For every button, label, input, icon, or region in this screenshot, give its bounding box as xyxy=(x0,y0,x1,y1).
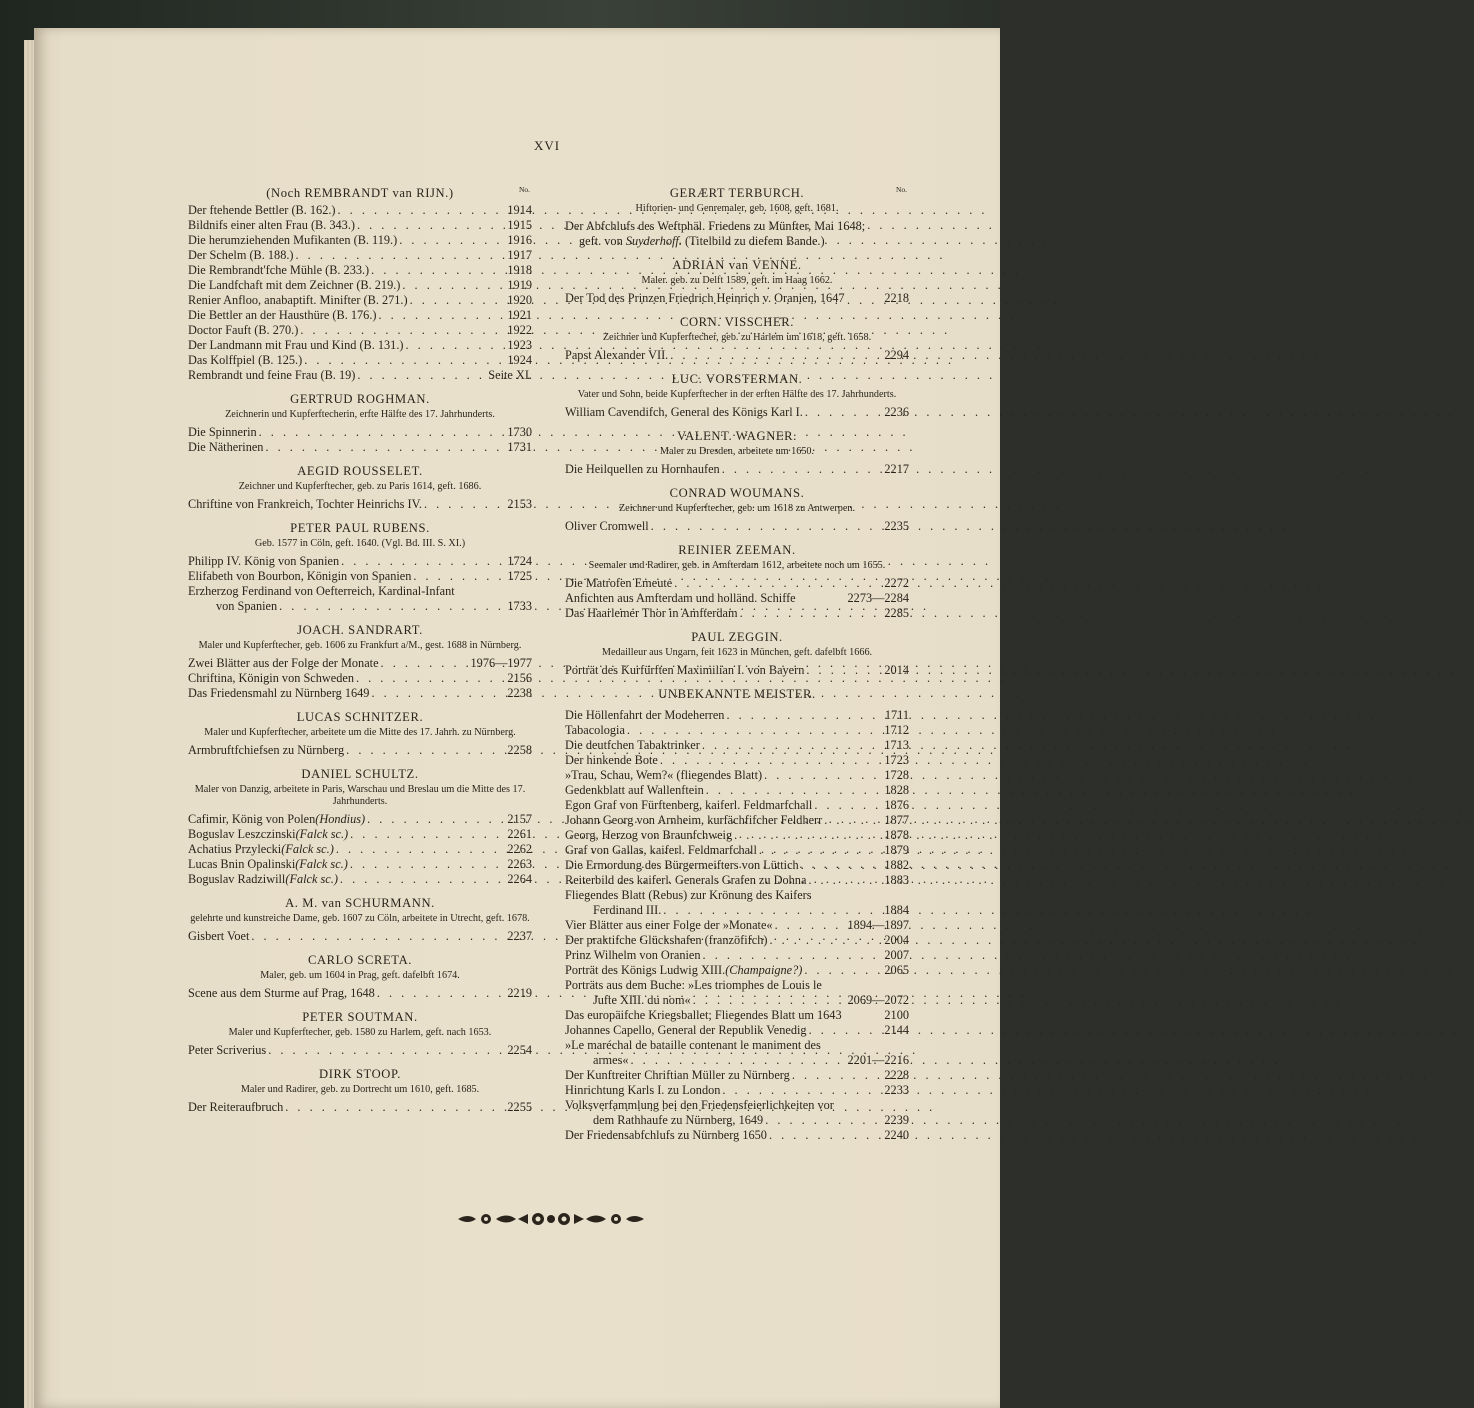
section-schnitzer xyxy=(188,710,532,758)
section-heading: CORN. VISSCHER. xyxy=(679,315,795,329)
artist-description: Maler, geb. um 1604 in Prag, geft. dafelbft 1674. xyxy=(260,970,460,981)
entry-list xyxy=(188,929,532,944)
list-item: Boguslav Leszczinski (Falck sc.) . . . 2261 xyxy=(188,827,532,842)
entry-list xyxy=(565,462,909,477)
list-item: Der praktifche Glückshafen (franzöfifch) . . . 2004 xyxy=(565,933,909,948)
section-wagner xyxy=(565,429,909,477)
section-sandrart xyxy=(188,623,532,701)
artist-description: Seemaler und Radirer, geb. in Amfterdam 1612, arbeitete noch um 1655. xyxy=(588,560,886,571)
page-number: XVI xyxy=(533,138,561,153)
list-item: Der Reiteraufbruch . . . 2255 xyxy=(188,1100,532,1115)
list-item: Porträt des Kurfürften Maximilian I. von Bayern . . . 2014 xyxy=(565,663,909,678)
list-item: Die Matrofen Emeute . . . 2272 xyxy=(565,576,909,591)
list-item: Gedenkblatt auf Wallenftein . . . 1828 xyxy=(565,783,909,798)
entry-list xyxy=(188,743,532,758)
list-item: Jufte XIII. du nom« . . . 2069—2072 xyxy=(565,993,909,1008)
entry-list xyxy=(565,348,909,363)
list-item: Oliver Cromwell . . . 2235 xyxy=(565,519,909,534)
section-woumans xyxy=(565,486,909,534)
list-item: dem Rathhaufe zu Nürnberg, 1649 . . . 2239 xyxy=(565,1113,909,1128)
section-heading: ADRIAN van VENNE. xyxy=(672,258,802,272)
entry-list xyxy=(188,656,532,701)
list-item-line: geft. von Suyderhoff. (Titelbild zu diefem Bande.) xyxy=(579,234,825,248)
artist-description: Hiftorien- und Genremaler, geb. 1608, geft. 1681. xyxy=(635,203,839,214)
section-rubens xyxy=(188,521,532,614)
entry-list xyxy=(565,1008,909,1038)
list-item: Der ftehende Bettler (B. 162.) . . . 1914 xyxy=(188,203,532,218)
artist-description: gelehrte und kunstreiche Dame, geb. 1607 zu Cöln, arbeitete in Utrecht, geft. 1678. xyxy=(190,913,530,924)
list-item: Die Höllenfahrt der Modeherren . . . 1711 xyxy=(565,708,909,723)
left-column xyxy=(188,182,532,1124)
artist-description: Maler und Kupferftecher, arbeitete um die Mitte des 17. Jahrh. zu Nürnberg. xyxy=(204,727,516,738)
section-rembrandt xyxy=(188,186,532,383)
entry-list xyxy=(188,812,532,887)
entry-list xyxy=(565,519,909,534)
list-item: Chriftina, Königin von Schweden . . . 2156 xyxy=(188,671,532,686)
section-visscher xyxy=(565,315,909,363)
right-column xyxy=(565,182,909,1152)
list-item: Achatius Przylecki (Falck sc.) . . . 2262 xyxy=(188,842,532,857)
artist-description: Vater und Sohn, beide Kupferftecher in der erften Hälfte des 17. Jahrhunderts. xyxy=(577,389,897,400)
entry-list xyxy=(188,203,532,383)
section-heading: CONRAD WOUMANS. xyxy=(669,486,805,500)
section-zeeman xyxy=(565,543,909,621)
list-item: Die Landfchaft mit dem Zeichner (B. 219.) . . . 1919 xyxy=(188,278,532,293)
list-item: Georg, Herzog von Braunfchweig . . . 1878 xyxy=(565,828,909,843)
list-item: Graf von Gallas, kaiferl. Feldmarfchall . . . 1879 xyxy=(565,843,909,858)
entry-list xyxy=(565,576,909,621)
section-terburch xyxy=(565,186,909,249)
list-item: Rembrandt und feine Frau (B. 19) . . . Seite XI. xyxy=(188,368,532,383)
section-heading: (Noch REMBRANDT van RIJN.) No. xyxy=(188,186,532,201)
list-item-line: Porträts aus dem Buche: »Les triomphes de Louis le xyxy=(565,978,822,992)
list-item: Ferdinand III. . . . 1884 xyxy=(565,903,909,918)
artist-description: Maler und Kupferftecher, geb. 1606 zu Frankfurt a/M., gest. 1688 in Nürnberg. xyxy=(198,640,522,651)
list-item: Anfichten aus Amfterdam und holländ. Schiffe 2273—2284 xyxy=(565,591,909,605)
section-heading: CARLO SCRETA. xyxy=(307,953,413,967)
list-item: Der Landmann mit Frau und Kind (B. 131.) . . . 1923 xyxy=(188,338,532,353)
section-screta xyxy=(188,953,532,1001)
list-item: Die Rembrandt'fche Mühle (B. 233.) . . . 1918 xyxy=(188,263,532,278)
list-item: Zwei Blätter aus der Folge der Monate . . . 1976—1977 xyxy=(188,656,532,671)
entry-list xyxy=(565,663,909,678)
list-item-line: Volksverfammlung bei den Friedensfeierlichkeiten vor xyxy=(565,1098,834,1112)
list-item: Tabacologia . . . 1712 xyxy=(565,723,909,738)
list-item: Das Friedensmahl zu Nürnberg 1649 . . . 2238 xyxy=(188,686,532,701)
list-item: Renier Anfloo, anabaptift. Minifter (B. 271.) . . . 1920 xyxy=(188,293,532,308)
list-item: von Spanien . . . 1733 xyxy=(188,599,532,614)
list-item-line: Fliegendes Blatt (Rebus) zur Krönung des Kaifers xyxy=(565,888,812,902)
section-heading: PAUL ZEGGIN. xyxy=(691,630,783,644)
section-heading: AEGID ROUSSELET. xyxy=(297,464,423,478)
entry-list xyxy=(565,291,909,306)
list-item: Der hinkende Bote . . . 1723 xyxy=(565,753,909,768)
section-heading: GERTRUD ROGHMAN. xyxy=(290,392,430,406)
section-heading: UNBEKANNTE MEISTER. xyxy=(658,687,816,701)
entry-list xyxy=(188,986,532,1001)
floral-vignette-icon xyxy=(456,1210,646,1228)
list-item: Die deutfchen Tabaktrinker . . . 1713 xyxy=(565,738,909,753)
list-item: Das Kolffpiel (B. 125.) . . . 1924 xyxy=(188,353,532,368)
section-heading: LUC. VORSTERMAN. xyxy=(671,372,803,386)
list-item: Der Kunftreiter Chriftian Müller zu Nürnberg . . . 2228 xyxy=(565,1068,909,1083)
section-heading: PETER SOUTMAN. xyxy=(302,1010,418,1024)
list-item: Vier Blätter aus einer Folge der »Monate« . . . 1894—1897 xyxy=(565,918,909,933)
artist-description: Maler von Danzig, arbeitete in Paris, Warschau und Breslau um die Mitte des 17. Jahrhunderts. xyxy=(194,784,526,807)
section-heading: LUCAS SCHNITZER. xyxy=(296,710,424,724)
list-item: Philipp IV. König von Spanien . . . 1724 xyxy=(188,554,532,569)
list-item: Scene aus dem Sturme auf Prag, 1648 . . . 2219 xyxy=(188,986,532,1001)
entry-list xyxy=(565,405,909,420)
list-item: William Cavendifch, General des Königs Karl I. . . . 2236 xyxy=(565,405,909,420)
list-item: Prinz Wilhelm von Oranien . . . 2007 xyxy=(565,948,909,963)
list-item: »Trau, Schau, Wem?« (fliegendes Blatt) . . . 1728 xyxy=(565,768,909,783)
list-item: Das europäifche Kriegsballet; Fliegendes Blatt um 1643 2100 xyxy=(565,1008,909,1022)
list-item: Chriftine von Frankreich, Tochter Heinrichs IV. . . . 2153 xyxy=(188,497,532,512)
list-item: Peter Scriverius . . . 2254 xyxy=(188,1043,532,1058)
entry-list xyxy=(565,1068,909,1098)
section-heading: GERÆRT TERBURCH. No. xyxy=(565,186,909,201)
list-item: Johannes Capello, General der Republik Venedig . . . 2144 xyxy=(565,1023,909,1038)
list-item-line: »Le maréchal de bataille contenant le maniment des xyxy=(565,1038,821,1052)
section-heading: DIRK STOOP. xyxy=(319,1067,401,1081)
list-item: Die Ermordung des Bürgermeifters von Lüttich . . . 1882 xyxy=(565,858,909,873)
artist-description: Maler und Kupferftecher, geb. 1580 zu Harlem, geft. nach 1653. xyxy=(228,1027,492,1038)
list-item: Reiterbild des kaiferl. Generals Grafen zu Dohna . . . 1883 xyxy=(565,873,909,888)
list-item: Papst Alexander VII. . . . 2294 xyxy=(565,348,909,363)
section-heading: REINIER ZEEMAN. xyxy=(678,543,796,557)
list-item: armes« . . . 2201—2216 xyxy=(565,1053,909,1068)
list-item: Hinrichtung Karls I. zu London . . . 2233 xyxy=(565,1083,909,1098)
section-unbekannte xyxy=(565,687,909,1143)
list-item: Elifabeth von Bourbon, Königin von Spanien . . . 1725 xyxy=(188,569,532,584)
list-item: Der Schelm (B. 188.) . . . 1917 xyxy=(188,248,532,263)
section-zeggin xyxy=(565,630,909,678)
artist-description: Zeichnerin und Kupferftecherin, erfte Hälfte des 17. Jahrhunderts. xyxy=(225,409,495,420)
section-soutman xyxy=(188,1010,532,1058)
list-item: Die herumziehenden Mufikanten (B. 119.) . . . 1916 xyxy=(188,233,532,248)
no-label: No. xyxy=(518,185,530,194)
artist-description: Medailleur aus Ungarn, feit 1623 in München, geft. dafelbft 1666. xyxy=(601,647,873,658)
list-item: Das Haarlemer Thor in Amfterdam . . . 2285 xyxy=(565,606,909,621)
entry-list xyxy=(188,1100,532,1115)
section-roghman xyxy=(188,392,532,455)
entry-list xyxy=(188,497,532,512)
list-item: Die Nätherinen . . . 1731 xyxy=(188,440,532,455)
section-schurmann xyxy=(188,896,532,944)
section-vorsterman xyxy=(565,372,909,420)
list-item: Der Tod des Prinzen Friedrich Heinrich v. Oranien, 1647 2218 xyxy=(565,291,909,305)
entry-list xyxy=(188,425,532,455)
list-item: Die Bettler an der Hausthüre (B. 176.) . . . 1921 xyxy=(188,308,532,323)
list-item: Bildnifs einer alten Frau (B. 343.) . . . 1915 xyxy=(188,218,532,233)
section-heading: A. M. van SCHURMANN. xyxy=(285,896,435,910)
list-item: Lucas Bnin Opalinski (Falck sc.) . . . 2263 xyxy=(188,857,532,872)
entry-list xyxy=(188,1043,532,1058)
list-item-line: Erzherzog Ferdinand von Oefterreich, Kardinal-Infant xyxy=(188,584,455,598)
section-rousselet xyxy=(188,464,532,512)
section-heading: DANIEL SCHULTZ. xyxy=(301,767,419,781)
list-item: Porträt des Königs Ludwig XIII. (Champaigne?) . . . 2065 xyxy=(565,963,909,978)
artist-description: Zeichner und Kupferftecher, geb. um 1618 zu Antwerpen. xyxy=(618,503,856,514)
section-schultz xyxy=(188,767,532,887)
section-venne xyxy=(565,258,909,306)
artist-description: Zeichner und Kupferftecher, geb. zu Paris 1614, geft. 1686. xyxy=(238,481,482,492)
list-item-line: Der Abfchlufs des Weftphäl. Friedens zu Münfter, Mai 1648; xyxy=(565,219,866,233)
list-item: Boguslav Radziwill (Falck sc.) . . . 2264 xyxy=(188,872,532,887)
list-item: Gisbert Voet . . . 2237 xyxy=(188,929,532,944)
artist-description: Zeichner und Kupferftecher, geb. zu Harlem um 1618, geft. 1658. xyxy=(602,332,872,343)
list-item: Armbruftfchiefsen zu Nürnberg . . . 2258 xyxy=(188,743,532,758)
section-stoop xyxy=(188,1067,532,1115)
artist-description: Maler zu Dresden, arbeitete um 1650. xyxy=(659,446,815,457)
artist-description: Maler. geb. zu Delft 1589, geft. im Haag 1662. xyxy=(641,275,833,286)
no-label: No. xyxy=(895,185,907,194)
entry-list xyxy=(565,708,909,888)
list-item: Cafimir, König von Polen (Hondius) . . . 2157 xyxy=(188,812,532,827)
list-item: Egon Graf von Fürftenberg, kaiferl. Feldmarfchall . . . 1876 xyxy=(565,798,909,813)
list-item: Die Heilquellen zu Hornhaufen . . . 2217 xyxy=(565,462,909,477)
list-item: Johann Georg von Arnheim, kurfächfifcher Feldherr . . . 1877 xyxy=(565,813,909,828)
list-item: Die Spinnerin . . . 1730 xyxy=(188,425,532,440)
section-heading: VALENT. WAGNER. xyxy=(677,429,797,443)
section-heading: JOACH. SANDRART. xyxy=(297,623,423,637)
list-item: Der Friedensabfchlufs zu Nürnberg 1650 . . . 2240 xyxy=(565,1128,909,1143)
entry-list xyxy=(565,918,909,978)
list-item: Doctor Fauft (B. 270.) . . . 1922 xyxy=(188,323,532,338)
section-heading: PETER PAUL RUBENS. xyxy=(290,521,430,535)
artist-description: Maler und Radirer, geb. zu Dortrecht um 1610, geft. 1685. xyxy=(240,1084,480,1095)
artist-description: Geb. 1577 in Cöln, geft. 1640. (Vgl. Bd. III. S. XI.) xyxy=(254,538,466,549)
